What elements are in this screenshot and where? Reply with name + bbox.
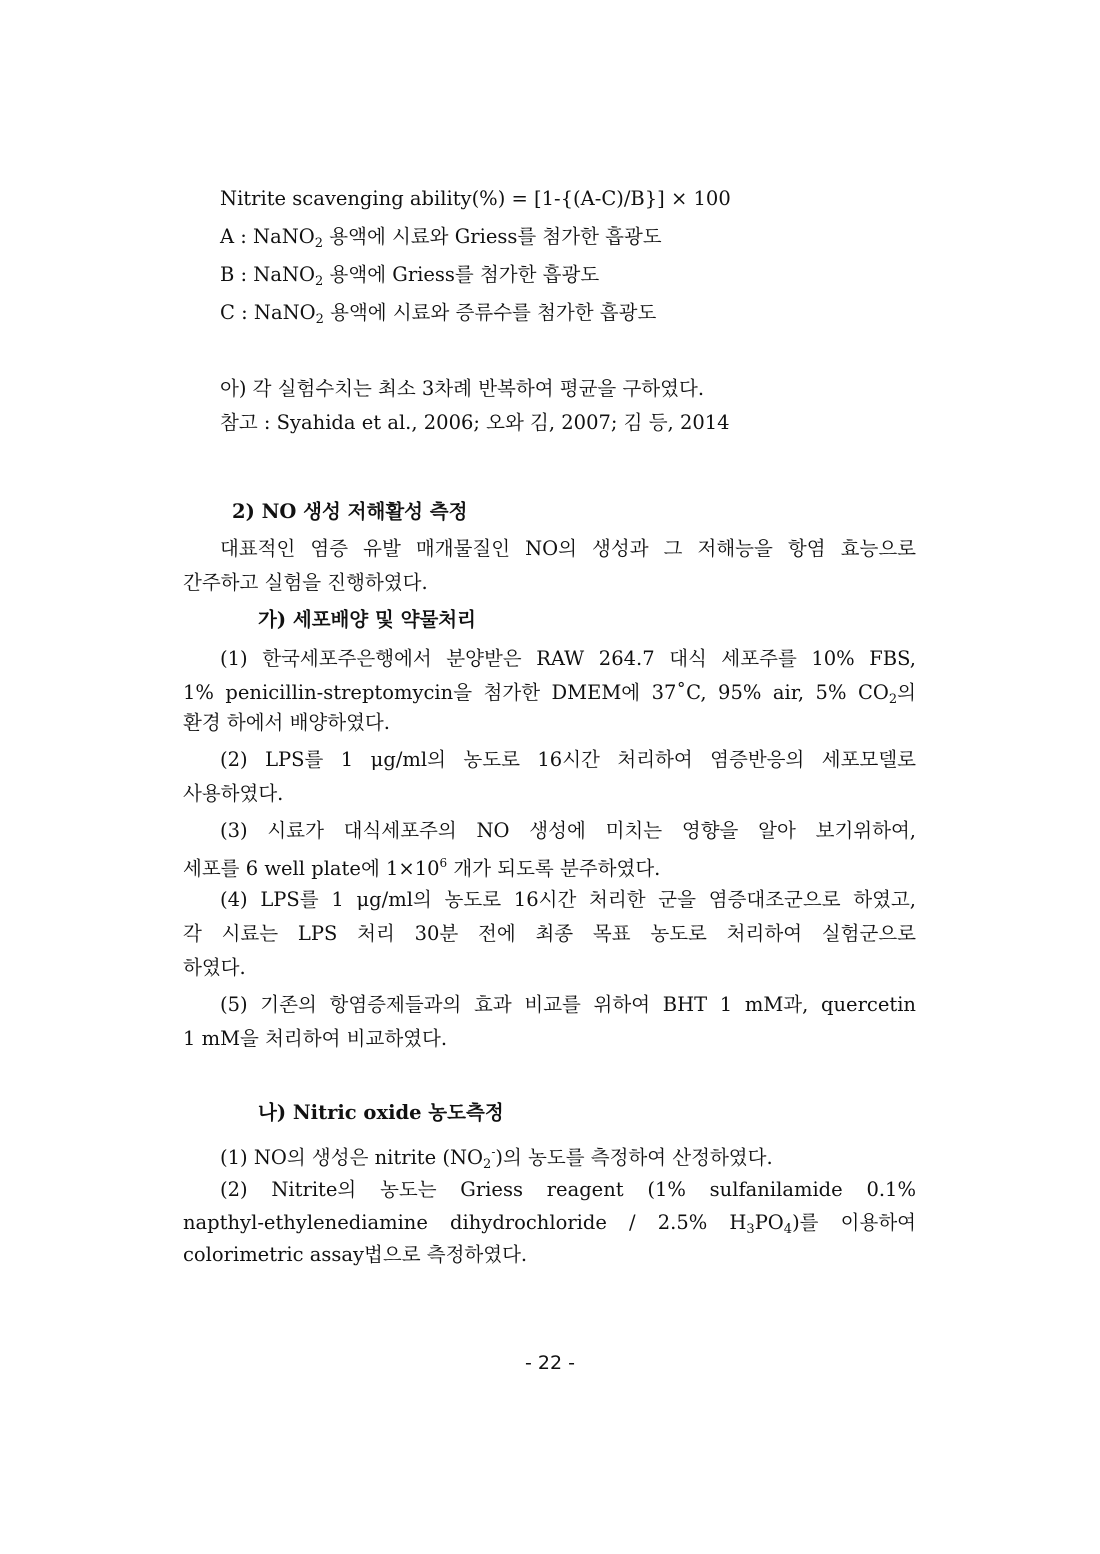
na-p2-line-1: (2) Nitrite의 농도는 Griess reagent (1% sulfanilamide 0.1% bbox=[220, 1178, 916, 1201]
section-2-intro-line-2: 간주하고 실험을 진행하였다. bbox=[183, 571, 428, 594]
ga-p3-line-2: 세포를 6 well plate에 $1\times 10^6$ 개가 되도록 분주하였다. bbox=[183, 856, 661, 880]
ga-p4-line-1: (4) LPS를 1 μg/ml의 농도로 16시간 처리한 군을 염증대조군으로 하였고, bbox=[220, 888, 916, 911]
formula-main: Nitrite scavenging ability(%) = [1-{(A-C)/B}] × 100 bbox=[220, 187, 731, 210]
ga-p1-line-2: 1% penicillin-streptomycin을 첨가한 DMEM에 37˚C, 95% air, 5% $CO_2$의 bbox=[183, 681, 916, 707]
formula-def-b: B : NaNO$_2$ 용액에 Griess를 첨가한 흡광도 bbox=[220, 263, 600, 289]
section-2-intro-line-1: 대표적인 염증 유발 매개물질인 NO의 생성과 그 저해능을 항염 효능으로 bbox=[220, 537, 916, 560]
subsection-na-heading: 나) Nitric oxide 농도측정 bbox=[258, 1101, 504, 1124]
na-p1-line-1: (1) NO의 생성은 nitrite $(NO_2^-)$의 농도를 측정하여 산정하였다. bbox=[220, 1145, 773, 1172]
ga-p1-line-1: (1) 한국세포주은행에서 분양받은 RAW 264.7 대식 세포주를 10% FBS, bbox=[220, 647, 916, 670]
formula-def-c: C : NaNO$_2$ 용액에 시료와 증류수를 첨가한 흡광도 bbox=[220, 301, 657, 327]
na-p2-line-2: napthyl-ethylenediamine dihydrochloride / 2.5% $H_3PO_4$)를 이용하여 bbox=[183, 1211, 916, 1237]
ga-p3-line-1: (3) 시료가 대식세포주의 NO 생성에 미치는 영향을 알아 보기위하여, bbox=[220, 819, 916, 842]
section-2-heading: 2) NO 생성 저해활성 측정 bbox=[232, 500, 468, 523]
ga-p4-line-3: 하였다. bbox=[183, 956, 246, 979]
page-number: - 22 - bbox=[525, 1352, 575, 1374]
ga-p5-line-1: (5) 기존의 항염증제들과의 효과 비교를 위하여 BHT 1 mM과, quercetin bbox=[220, 993, 916, 1016]
ga-p2-line-1: (2) LPS를 1 μg/ml의 농도로 16시간 처리하여 염증반응의 세포모델로 bbox=[220, 748, 916, 771]
ga-p1-line-3: 환경 하에서 배양하였다. bbox=[183, 711, 390, 734]
formula-def-a: A : NaNO$_2$ 용액에 시료와 Griess를 첨가한 흡광도 bbox=[220, 225, 662, 251]
reference-line: 참고 : Syahida et al., 2006; 오와 김, 2007; 김 등, 2014 bbox=[220, 411, 730, 434]
na-p2-line-3: colorimetric assay법으로 측정하였다. bbox=[183, 1243, 528, 1266]
ga-p4-line-2: 각 시료는 LPS 처리 30분 전에 최종 목표 농도로 처리하여 실험군으로 bbox=[183, 922, 916, 945]
subsection-ga-heading: 가) 세포배양 및 약물처리 bbox=[258, 608, 476, 631]
ga-p2-line-2: 사용하였다. bbox=[183, 782, 284, 805]
note-a: 아) 각 실험수치는 최소 3차례 반복하여 평균을 구하였다. bbox=[220, 377, 705, 400]
ga-p5-line-2: 1 mM을 처리하여 비교하였다. bbox=[183, 1027, 448, 1050]
